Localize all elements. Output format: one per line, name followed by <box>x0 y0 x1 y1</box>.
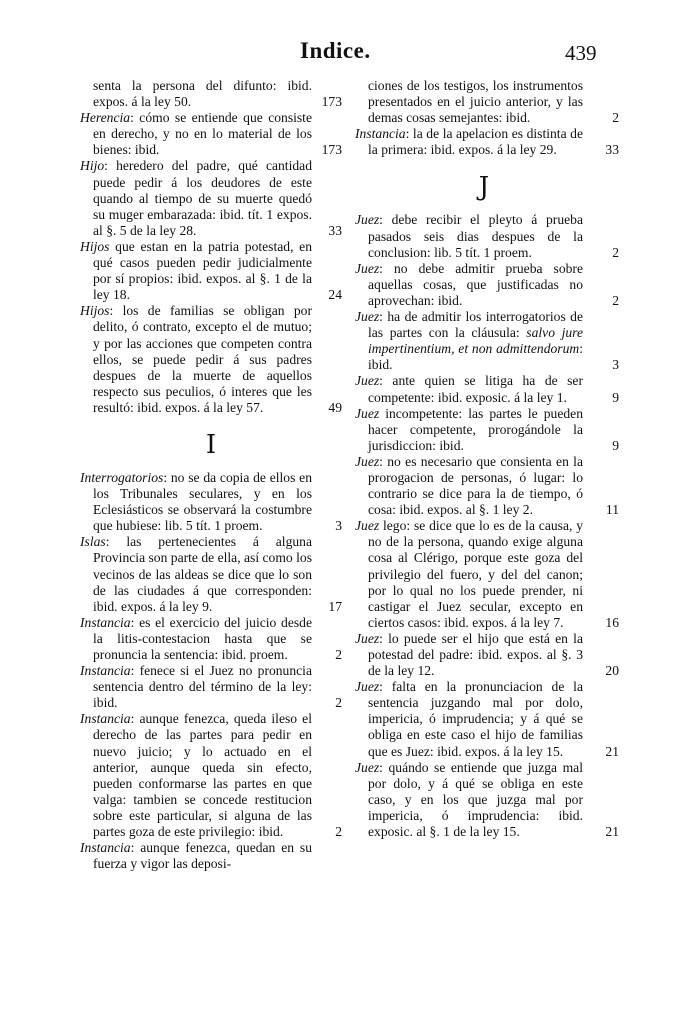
entry-headword: Hijos <box>80 303 110 319</box>
entry-page-ref: 17 <box>328 598 342 614</box>
entry-text: : falta en la pronunciacion de la sentencia juzgando mal por dolo, impericia, ó imprudencia; y á qué se obliga en este caso el hijo de familias que es Juez: ibid. expos. á la ley 15. <box>368 679 583 759</box>
index-entry <box>355 679 619 759</box>
entry-page-ref: 173 <box>321 142 342 158</box>
left-entries-after <box>80 470 342 872</box>
entry-headword: Hijos <box>80 238 110 254</box>
index-entry <box>355 126 619 158</box>
entry-text: : aunque fenezca, queda ileso el derecho de las partes para pedir en nuevo juicio; y lo actuado en el anterior, aunque queda sin efecto, pueden conformarse las partes en que valga: tambien se concede restitucion sobre este particular, si alguna de las partes goza de este privilegio: ibid. <box>93 711 312 840</box>
entry-page-ref: 9 <box>612 437 619 453</box>
entry-page-ref: 21 <box>605 743 619 759</box>
entry-text: : los de familias se obligan por delito, ó contrato, excepto el de mutuo; y por las acciones que competen contra ellos, se puede pedir á sus padres despues de la muerte de aquellos respecto sus peculios, ó interes que les resultó: ibid. expos. á la ley 57. <box>93 303 312 415</box>
entry-headword: Instancia <box>355 126 406 142</box>
entry-page-ref: 173 <box>321 94 342 110</box>
index-entry <box>80 110 342 158</box>
entry-text: : las pertenecientes á alguna Provincia son parte de ella, así como los vecinos de las aldeas se dice que lo son de las ciudades á que corresponden: ibid. expos. á la ley 9. <box>93 534 312 614</box>
entry-text: incompetente: las partes le pueden hacer competente, prorogándole la jurisdiccion: ibid. <box>368 405 583 453</box>
index-entry <box>80 158 342 238</box>
index-entry <box>80 78 342 110</box>
entry-text: : fenece si el Juez no pronuncia sentencia dentro del término de la ley: ibid. <box>93 663 312 711</box>
entry-headword: Juez <box>355 630 380 646</box>
entry-page-ref: 3 <box>612 357 619 373</box>
right-entries-after <box>355 212 619 840</box>
entry-headword: Hijo <box>80 158 105 174</box>
entry-text: que estan en la patria potestad, en qué casos pueden pedir judicialmente por sí propios: ibid. expos. al §. 1 de la ley 18. <box>93 238 312 303</box>
page-number: 439 <box>565 41 597 65</box>
entry-headword: Juez <box>355 759 380 775</box>
entry-page-ref: 33 <box>605 142 619 158</box>
entry-text: senta la persona del difunto: ibid. expos. á la ley 50. <box>93 78 312 110</box>
index-entry <box>80 615 342 663</box>
right-column <box>355 78 619 840</box>
entry-text: : quándo se entiende que juzga mal por dolo, y á qué se obliga en este caso, y en los que juzga mal por impericia, ó imprudencia: ibid. exposic. al §. 1 de la ley 15. <box>368 759 583 840</box>
index-entry <box>80 534 342 614</box>
index-entry <box>355 405 619 454</box>
entry-text: : cómo se entiende que consiste en derecho, y no en lo material de los bienes: ibid. <box>93 110 312 158</box>
entry-text: : ante quien se litiga ha de ser competente: ibid. exposic. á la ley 1. <box>368 373 583 405</box>
entry-headword: Juez <box>355 212 380 228</box>
entry-page-ref: 2 <box>612 292 619 308</box>
index-entry <box>355 212 619 260</box>
page-header-title: Indice. <box>300 38 371 63</box>
entry-headword: Herencia <box>80 110 131 126</box>
index-entry <box>355 309 619 373</box>
entry-page-ref: 2 <box>335 824 342 840</box>
index-entry <box>355 759 619 840</box>
entry-page-ref: 9 <box>612 389 619 405</box>
entry-text: : no es necesario que consienta en la prorogacion de personas, ó lugar: lo contrario se dice para la de tiempo, ó cosa: ibid. expos. al §. 1 ley 2. <box>368 453 583 518</box>
entry-page-ref: 20 <box>605 663 619 679</box>
entry-page-ref: 21 <box>605 824 619 840</box>
entry-text: : ha de admitir los interrogatorios de las partes con la cláusula: <box>368 309 583 341</box>
entry-headword: Juez <box>355 373 380 389</box>
entry-page-ref: 2 <box>612 244 619 260</box>
index-entry <box>80 239 342 303</box>
entry-page-ref: 16 <box>605 614 619 630</box>
index-entry <box>80 711 342 840</box>
entry-text: : aunque fenezca, quedan en su fuerza y vigor las deposi- <box>93 840 312 872</box>
entry-page-ref: 49 <box>328 399 342 415</box>
index-entry <box>355 518 619 631</box>
entry-text: ciones de los testigos, los instrumentos presentados en el juicio anterior, y las demas cosas semejantes: ibid. <box>368 78 583 126</box>
entry-headword: Juez <box>355 518 380 534</box>
index-entry <box>80 303 342 416</box>
entry-headword: Instancia <box>80 663 131 679</box>
entry-headword: Juez <box>355 309 380 325</box>
index-entry <box>80 840 342 872</box>
index-entry <box>355 453 619 518</box>
left-entries-before <box>80 78 342 416</box>
entry-page-ref: 3 <box>335 518 342 534</box>
entry-page-ref: 11 <box>605 502 619 518</box>
entry-headword: Juez <box>355 679 380 695</box>
section-letter-i: I <box>205 429 217 460</box>
index-entry <box>80 470 342 534</box>
entry-text: : no debe admitir prueba sobre aquellas cosas, que justificadas no aprovechan: ibid. <box>368 260 583 308</box>
entry-headword: Juez <box>355 405 380 421</box>
index-entry <box>355 260 619 309</box>
entry-page-ref: 24 <box>328 287 342 303</box>
entry-page-ref: 2 <box>335 647 342 662</box>
entry-text: : es el exercicio del juicio desde la litis-contestacion hasta que se pronuncia la sentencia: ibid. proem. <box>93 614 312 662</box>
entry-text: lego: se dice que lo es de la causa, y no de la persona, quando exige alguna cosa al Clérigo, porque este goza del privilegio del fuero, y del del canon; por lo qual no los puede prender, ni castigar el Juez secular, excepto en ciertos casos: ibid. expos. á la ley 7. <box>368 518 583 630</box>
entry-headword: Instancia <box>80 614 131 630</box>
entry-text: : debe recibir el pleyto á prueba pasados seis dias despues de la conclusion: lib. 5 tít. 1 proem. <box>368 212 583 260</box>
entry-headword: Juez <box>355 453 380 469</box>
entry-headword: Instancia <box>80 711 131 727</box>
index-entry <box>355 373 619 405</box>
entry-text-end: : ibid. <box>368 341 583 373</box>
index-entry <box>80 663 342 711</box>
entry-headword: Islas <box>80 534 106 550</box>
entry-latin-clause: salvo jure impertinentium, et non admittendorum <box>368 325 583 357</box>
index-entry <box>355 630 619 679</box>
left-column <box>80 78 342 872</box>
entry-text: : heredero del padre, qué cantidad puede pedir á los deudores de este quando al tiempo de su muerte quedó su muger embarazada: ibid. tít. 1 expos. al §. 5 de la ley 28. <box>93 158 312 238</box>
index-entry <box>355 78 619 126</box>
right-entries-before <box>355 78 619 158</box>
section-letter-j: J <box>478 172 490 203</box>
entry-text: : lo puede ser el hijo que está en la potestad del padre: ibid. expos. al §. 3 de la ley 12. <box>368 630 583 679</box>
entry-headword: Interrogatorios <box>80 469 164 485</box>
entry-page-ref: 2 <box>612 110 619 126</box>
entry-text: : la de la apelacion es distinta de la primera: ibid. expos. á la ley 29. <box>368 126 583 158</box>
entry-text: : no se da copia de ellos en los Tribunales seculares, y en los Eclesiásticos se observará la costumbre que hubiese: lib. 5 tít. 1 proem. <box>93 469 312 534</box>
entry-page-ref: 2 <box>335 695 342 711</box>
entry-headword: Instancia <box>80 840 131 856</box>
entry-page-ref: 33 <box>328 222 342 238</box>
entry-headword: Juez <box>355 260 380 276</box>
